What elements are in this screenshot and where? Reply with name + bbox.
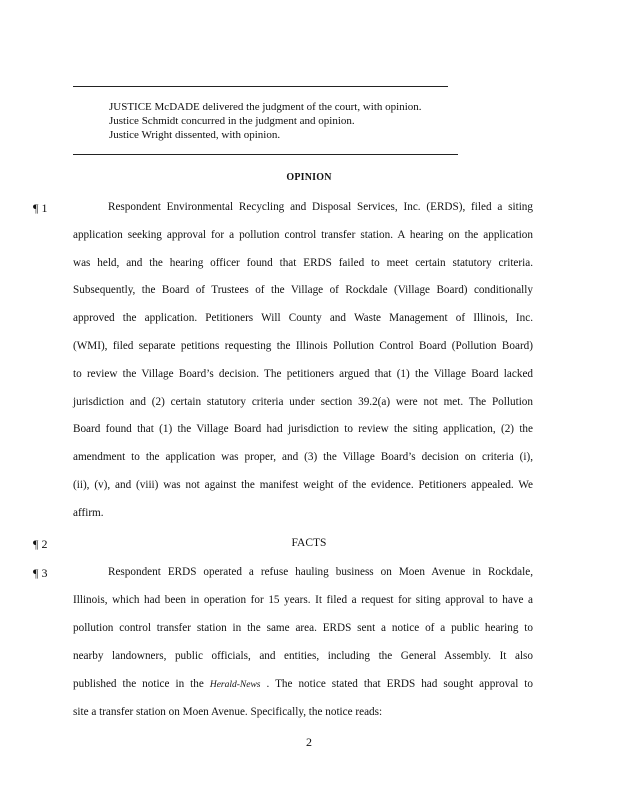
p1-line: (ii), (v), and (viii) was not against the manifest weight of the evidence. Petitioners appealed. We xyxy=(73,479,533,491)
top-rule xyxy=(73,86,448,87)
p3-line: Respondent ERDS operated a refuse hauling business on Moen Avenue in Rockdale, xyxy=(108,566,533,578)
p1-line: amendment to the application was proper, and (3) the Village Board’s decision on criteria (i), xyxy=(73,451,533,463)
judges-line-1: JUSTICE McDADE delivered the judgment of the court, with opinion. xyxy=(109,101,422,113)
p3-line: pollution control transfer station in the same area. ERDS sent a notice of a public hearing to xyxy=(73,622,533,634)
p1-line: Board found that (1) the Village Board had jurisdiction to review the siting application, (2) the xyxy=(73,423,533,435)
bottom-rule xyxy=(73,154,458,155)
p1-line: was held, and the hearing officer found that ERDS failed to meet certain statutory criteria. xyxy=(73,257,533,269)
publication-name: Herald-News xyxy=(209,680,261,690)
judges-line-3: Justice Wright dissented, with opinion. xyxy=(109,129,281,141)
p1-line: (WMI), filed separate petitions requesting the Illinois Pollution Control Board (Pollution Board) xyxy=(73,340,533,352)
paragraph-number-3: ¶ 3 xyxy=(33,566,48,580)
p3-line-5-before: published the notice in the xyxy=(73,678,204,690)
p1-line: application seeking approval for a pollution control transfer station. A hearing on the application xyxy=(73,229,533,241)
p1-line: affirm. xyxy=(73,507,104,519)
p1-line: Respondent Environmental Recycling and Disposal Services, Inc. (ERDS), filed a siting xyxy=(108,201,533,213)
p3-line: nearby landowners, public officials, and entities, including the General Assembly. It also xyxy=(73,650,533,662)
judges-line-2: Justice Schmidt concurred in the judgment and opinion. xyxy=(109,115,355,127)
page-number: 2 xyxy=(306,735,312,749)
judges-block xyxy=(109,100,422,142)
opinion-heading: OPINION xyxy=(286,172,332,183)
p3-line-5-after: . The notice stated that ERDS had sought approval to xyxy=(266,678,534,690)
paragraph-number-2: ¶ 2 xyxy=(33,537,48,551)
p3-line-5 xyxy=(73,678,533,690)
p1-line: jurisdiction and (2) certain statutory criteria under section 39.2(a) were not met. The Pollution xyxy=(73,396,533,408)
facts-heading: FACTS xyxy=(291,537,327,549)
p1-line: to review the Village Board’s decision. The petitioners argued that (1) the Village Board lacked xyxy=(73,368,533,380)
p1-line: Subsequently, the Board of Trustees of the Village of Rockdale (Village Board) conditionally xyxy=(73,284,533,296)
p1-line: approved the application. Petitioners Will County and Waste Management of Illinois, Inc. xyxy=(73,312,533,324)
p3-line: Illinois, which had been in operation for 15 years. It filed a request for siting approval to have a xyxy=(73,594,533,606)
p3-line: site a transfer station on Moen Avenue. Specifically, the notice reads: xyxy=(73,706,383,718)
paragraph-number-1: ¶ 1 xyxy=(33,201,48,215)
